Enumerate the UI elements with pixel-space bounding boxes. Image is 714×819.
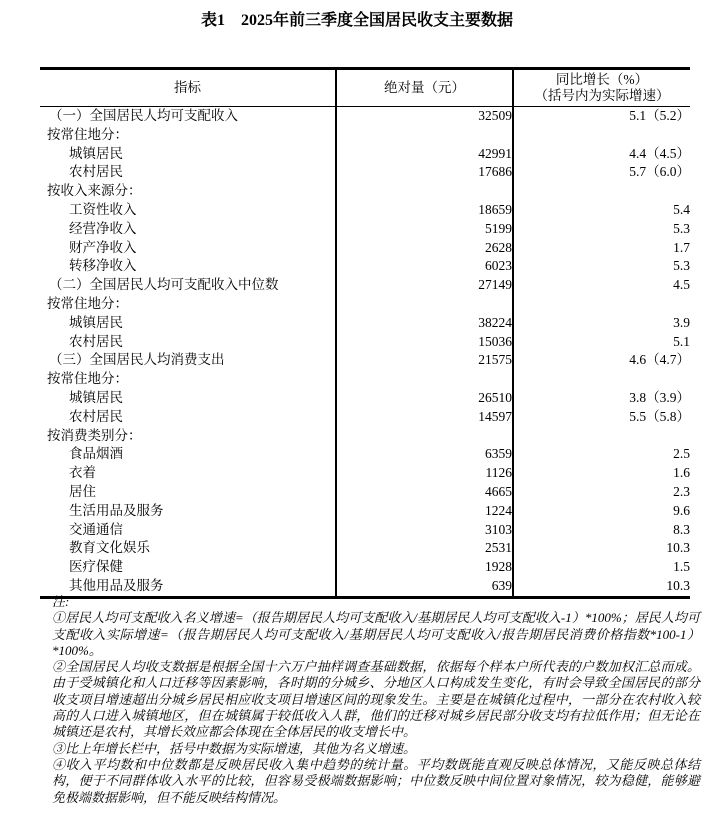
absolute-value-cell: 639	[336, 577, 513, 597]
indicator-cell: （三）全国居民人均消费支出	[49, 352, 225, 368]
table-row	[40, 107, 690, 126]
growth-value-cell: 5.4	[513, 201, 690, 220]
growth-value-cell: 1.7	[513, 239, 690, 258]
absolute-value-cell: 42991	[336, 145, 513, 164]
absolute-value-cell: 6359	[336, 445, 513, 464]
indicator-cell: 农村居民	[69, 164, 123, 180]
absolute-value-cell: 14597	[336, 408, 513, 427]
col-header-growth-line1: 同比增长（%）	[555, 72, 649, 87]
indicator-cell: 经营净收入	[69, 220, 137, 236]
growth-value-cell: 3.8（3.9）	[513, 389, 690, 408]
income-expenditure-table	[40, 67, 690, 599]
table-row	[40, 295, 690, 314]
absolute-value-cell	[336, 182, 513, 201]
indicator-cell: 城镇居民	[69, 145, 123, 161]
table-row	[40, 408, 690, 427]
growth-value-cell: 5.1（5.2）	[513, 107, 690, 126]
table-row	[40, 163, 690, 182]
absolute-value-cell: 17686	[336, 163, 513, 182]
note-item: ④收入平均数和中位数都是反映居民收入集中趋势的统计量。平均数既能直观反映总体情况，又能反映总体结构，便于不同群体收入水平的比较，但容易受极端数据影响；中位数反映中间位置对象情况，较为稳健，能够避免极端数据影响，但不能反映结构情况。	[52, 756, 700, 805]
table-row	[40, 464, 690, 483]
indicator-cell: 按常住地分：	[47, 295, 128, 311]
table-row	[40, 182, 690, 201]
header-row	[40, 69, 690, 107]
absolute-value-cell: 4665	[336, 483, 513, 502]
absolute-value-cell: 32509	[336, 107, 513, 126]
indicator-cell: 工资性收入	[69, 201, 137, 217]
absolute-value-cell: 6023	[336, 257, 513, 276]
absolute-value-cell	[336, 370, 513, 389]
indicator-cell: 农村居民	[69, 408, 123, 424]
absolute-value-cell: 1224	[336, 502, 513, 521]
absolute-value-cell	[336, 295, 513, 314]
absolute-value-cell	[336, 427, 513, 446]
growth-value-cell: 2.5	[513, 445, 690, 464]
indicator-cell: 衣着	[69, 465, 96, 481]
indicator-cell: （二）全国居民人均可支配收入中位数	[49, 277, 279, 293]
notes-section	[52, 594, 700, 806]
table-row	[40, 126, 690, 145]
notes-label: 注:	[52, 594, 70, 609]
table-row	[40, 445, 690, 464]
col-header-growth-line2: （括号内为实际增速）	[534, 88, 670, 103]
indicator-cell: 转移净收入	[69, 258, 137, 274]
indicator-cell: 其他用品及服务	[69, 577, 164, 593]
growth-value-cell: 5.3	[513, 220, 690, 239]
growth-value-cell: 2.3	[513, 483, 690, 502]
absolute-value-cell: 27149	[336, 276, 513, 295]
table-row	[40, 351, 690, 370]
growth-value-cell: 1.5	[513, 558, 690, 577]
absolute-value-cell: 21575	[336, 351, 513, 370]
table-row	[40, 427, 690, 446]
indicator-cell: 城镇居民	[69, 389, 123, 405]
table-row	[40, 201, 690, 220]
growth-value-cell: 5.5（5.8）	[513, 408, 690, 427]
col-header-growth	[513, 69, 690, 107]
growth-value-cell: 1.6	[513, 464, 690, 483]
indicator-cell: （一）全国居民人均可支配收入	[49, 108, 238, 123]
absolute-value-cell: 1928	[336, 558, 513, 577]
growth-value-cell: 4.5	[513, 276, 690, 295]
table-row	[40, 389, 690, 408]
table-body	[40, 107, 690, 598]
growth-value-cell: 4.4（4.5）	[513, 145, 690, 164]
table-row	[40, 145, 690, 164]
indicator-cell: 交通通信	[69, 521, 123, 537]
note-item: ②全国居民人均收支数据是根据全国十六万户抽样调查基础数据，依据每个样本户所代表的户数加权汇总而成。由于受城镇化和人口迁移等因素影响，各时期的分城乡、分地区人口构成发生变化，有时会导致全国居民的部分收支项目增速超出分城乡居民相应收支项目增速区间的现象发生。主要是在城镇化过程中，一部分在农村收入较高的人口进入城镇地区，但在城镇属于较低收入人群，他们的迁移对城乡居民部分收支均有拉低作用；但无论在城镇还是农村，其增长效应都会体现在全体居民的收支增长中。	[52, 659, 700, 740]
growth-value-cell: 3.9	[513, 314, 690, 333]
table-row	[40, 276, 690, 295]
absolute-value-cell: 3103	[336, 521, 513, 540]
growth-value-cell: 10.3	[513, 539, 690, 558]
growth-value-cell	[513, 370, 690, 389]
growth-value-cell: 8.3	[513, 521, 690, 540]
col-header-absolute: 绝对量（元）	[336, 69, 513, 107]
table-row	[40, 220, 690, 239]
growth-value-cell	[513, 182, 690, 201]
indicator-cell: 按收入来源分：	[47, 183, 142, 199]
growth-value-cell	[513, 126, 690, 145]
growth-value-cell: 5.7（6.0）	[513, 163, 690, 182]
table-row	[40, 370, 690, 389]
table-row	[40, 333, 690, 352]
table-row	[40, 239, 690, 258]
absolute-value-cell: 26510	[336, 389, 513, 408]
table-row	[40, 257, 690, 276]
indicator-cell: 城镇居民	[69, 314, 123, 330]
page-title: 表1 2025年前三季度全国居民收支主要数据	[200, 12, 513, 29]
indicator-cell: 按消费类别分：	[47, 427, 142, 443]
table-row	[40, 483, 690, 502]
absolute-value-cell: 38224	[336, 314, 513, 333]
table-row	[40, 558, 690, 577]
table-header	[40, 69, 690, 107]
absolute-value-cell: 18659	[336, 201, 513, 220]
indicator-cell: 农村居民	[69, 333, 123, 349]
absolute-value-cell: 1126	[336, 464, 513, 483]
indicator-cell: 教育文化娱乐	[69, 540, 150, 556]
absolute-value-cell: 15036	[336, 333, 513, 352]
absolute-value-cell: 2531	[336, 539, 513, 558]
note-item: ③比上年增长栏中，括号中数据为实际增速，其他为名义增速。	[52, 740, 417, 756]
absolute-value-cell: 5199	[336, 220, 513, 239]
growth-value-cell: 5.1	[513, 333, 690, 352]
indicator-cell: 按常住地分：	[47, 126, 128, 142]
indicator-cell: 居住	[69, 483, 96, 499]
table-row	[40, 502, 690, 521]
growth-value-cell: 4.6（4.7）	[513, 351, 690, 370]
table-row	[40, 314, 690, 333]
table-row	[40, 539, 690, 558]
indicator-cell: 生活用品及服务	[69, 502, 164, 518]
indicator-cell: 医疗保健	[69, 559, 123, 575]
table-row	[40, 521, 690, 540]
absolute-value-cell	[336, 126, 513, 145]
growth-value-cell	[513, 427, 690, 446]
growth-value-cell: 5.3	[513, 257, 690, 276]
indicator-cell: 按常住地分：	[47, 371, 128, 387]
note-item: ①居民人均可支配收入名义增速=（报告期居民人均可支配收入/基期居民人均可支配收入-1）*100%；居民人均可支配收入实际增速=（报告期居民人均可支配收入/基期居民人均可支配收入/报告期居民消费价格指数*100-1）*100%。	[52, 610, 700, 658]
indicator-cell: 财产净收入	[69, 239, 137, 255]
growth-value-cell: 9.6	[513, 502, 690, 521]
col-header-indicator: 指标	[40, 69, 336, 107]
growth-value-cell: 10.3	[513, 577, 690, 597]
indicator-cell: 食品烟酒	[69, 446, 123, 462]
growth-value-cell	[513, 295, 690, 314]
absolute-value-cell: 2628	[336, 239, 513, 258]
